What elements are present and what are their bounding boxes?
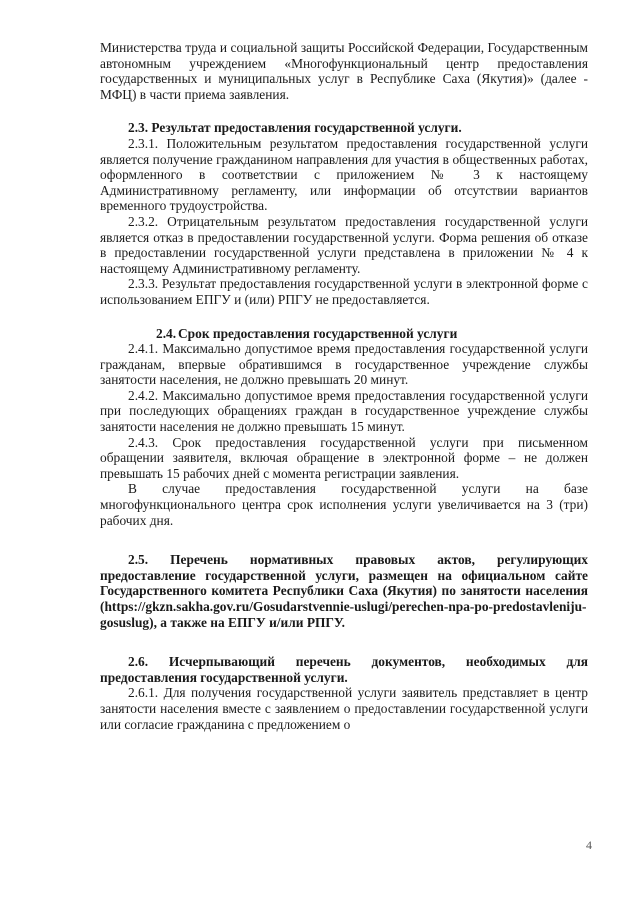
section-2-3-3-paragraph: 2.3.3. Результат предоставления государственной услуги в электронной форме с использованием ЕПГУ и (или) РПГУ не предоставляется. bbox=[100, 276, 588, 307]
section-2-5-paragraph: 2.5. Перечень нормативных правовых актов, регулирующих предоставление государственной услуги, размещен на официальном сайте Государственного комитета Республики Саха (Якутия) по занятости населения (https://gkzn.sakha.gov.ru/Gosudarstvennie-uslugi/perechen-npa-po-predostavleniju-gosuslug), а также на ЕПГУ и/или РПГУ. bbox=[100, 552, 588, 630]
section-2-4-2-paragraph: 2.4.2. Максимально допустимое время предоставления государственной услуги при последующих обращениях граждан в государственное учреждение службы занятости населения не должно превышать 15 минут. bbox=[100, 387, 588, 435]
section-2-4-3-paragraph: 2.4.3. Срок предоставления государственной услуги при письменном обращении заявителя, включая обращение в электронной форме – не должен превышать 15 рабочих дней с момента регистрации заявления. bbox=[100, 434, 588, 481]
section-2-3-2-paragraph: 2.3.2. Отрицательным результатом предоставления государственной услуги является отказ в предоставлении государственной услуги. Форма решения об отказе в предоставлении государственной услуги представлена в приложении № 4 к настоящему Административному регламенту. bbox=[100, 213, 588, 276]
section-2-3-1-paragraph: 2.3.1. Положительным результатом предоставления государственной услуги является получение гражданином направления для участия в общественных работах, оформленного в соответствии с приложением № 3 к настоящему Административному регламенту, или информации об отсутствии вариантов временного трудоустройства. bbox=[100, 135, 588, 214]
section-2-4-heading-text: Срок предоставления государственной услуги bbox=[178, 325, 458, 341]
section-2-4-heading bbox=[100, 326, 588, 342]
section-2-6-1-paragraph: 2.6.1. Для получения государственной услуги заявитель представляет в центр занятости населения вместе с заявлением о предоставлении государственной услуги или согласие гражданина с предложением о bbox=[100, 685, 588, 732]
section-2-4-1-paragraph: 2.4.1. Максимально допустимое время предоставления государственной услуги гражданам, впервые обратившимся в государственное учреждение службы занятости населения, не должно превышать 20 минут. bbox=[100, 341, 588, 388]
section-2-3-heading: 2.3. Результат предоставления государственной услуги. bbox=[128, 120, 462, 136]
page-number: 4 bbox=[586, 838, 592, 852]
section-2-4-heading-number: 2.4. bbox=[156, 325, 177, 341]
intro-paragraph: Министерства труда и социальной защиты Российской Федерации, Государственным автономным учреждением «Многофункциональный центр предоставления государственных и муниципальных услуг в Республике Саха (Якутия)» (далее - МФЦ) в части приема заявления. bbox=[100, 40, 588, 102]
section-2-4-mfc-paragraph: В случае предоставления государственной услуги на базе многофункционального центра срок исполнения услуги увеличивается на 3 (три) рабочих дня. bbox=[100, 481, 588, 528]
section-2-6-heading: 2.6. Исчерпывающий перечень документов, необходимых для предоставления государственной услуги. bbox=[100, 654, 588, 685]
